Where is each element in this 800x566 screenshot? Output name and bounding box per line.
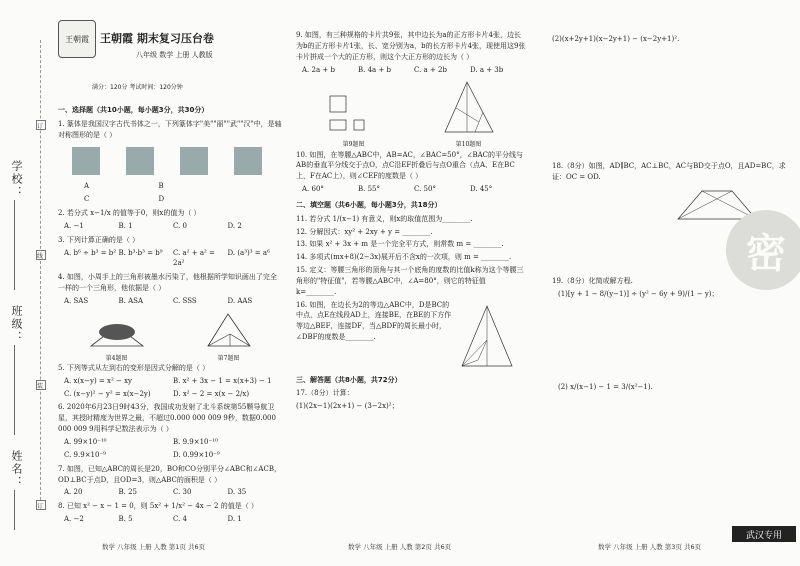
confidential-stamp: 密 [726,210,800,290]
section-heading: 二、填空题（共6小题，每小题3分，共18分） [296,200,442,209]
figure-caption: 第10题图 [455,141,482,149]
options-10 [302,184,526,195]
figures-4-7 [58,310,282,363]
cards-figure [324,92,384,136]
question-7: 7. 如图，已知△ABC的周长是20，BO和CO分别平分∠ABC和∠ACB，OD⊥BC于点D，且OD=3，则△ABC的面积是（ ） [58,464,281,484]
question-3: 3. 下列计算正确的是（ ） [58,235,140,244]
question-12[interactable]: 12. 分解因式：xy² + 2xy + y = ________. [296,227,433,236]
figure-10 [439,78,499,149]
options-1 [64,181,282,205]
options-3 [64,248,282,270]
binding-mark: 线 [36,250,46,260]
answer-space[interactable] [552,47,788,161]
page-footer: 数学 八年级 上册 人教 第2页 共6页 [348,542,452,551]
option[interactable]: B. 1 [118,221,133,230]
option[interactable]: B. ASA [118,296,143,305]
figure-9 [324,92,384,149]
option[interactable]: C. a² + a² = 2a² [173,248,215,268]
seal-char-image [180,147,208,175]
option[interactable]: B. 4a + b [358,65,392,74]
brand-logo: 王朝霞 [58,20,96,58]
question-15[interactable]: 15. 定义：等腰三角形的顶角与其一个底角的度数的比值k称为这个等腰三角形的"特征值"，若等腰△ABC中，∠A=80°，则它的特征值k=________. [296,266,524,296]
column-2 [296,0,530,566]
option[interactable]: A. 60° [302,185,324,194]
page-footer: 数学 八年级 上册 人教 第1页 共6页 [102,542,206,551]
option[interactable]: D. 1 [227,515,242,524]
binding-mark: 装 [36,380,46,390]
options-2 [64,221,282,232]
class-label: 班级： [10,305,23,344]
option[interactable]: D. (a³)³ = a⁶ [227,248,270,257]
option[interactable]: C. a + 2b [414,65,447,74]
option[interactable]: B. 5 [118,515,133,524]
question-17-part-2[interactable]: (2)(x+2y+1)(x−2y+1) − (x−2y+1)². [552,35,680,43]
binding-margin [0,0,52,566]
figure-7 [204,310,254,363]
question-18: 18.（8分）如图，AD∥BC，AC⊥BC，AC与BD交于点O，且AD=BC，求证：OC = OD. [552,161,786,181]
question-17: 17.（8分）计算： [296,389,354,398]
class-field[interactable] [14,345,15,435]
options-9 [302,65,526,76]
seal-char-image [234,147,262,175]
cut-line [40,40,41,510]
options-5 [64,376,282,400]
options-6 [64,437,282,461]
exam-subtitle: 八年级 数学 上册 人教版 [136,51,213,59]
page-footer: 数学 八年级 上册 人教 第3页 共6页 [598,542,702,551]
seal-char-image [126,147,154,175]
question-19-part-2[interactable]: (2) x/(x−1) − 1 = 3/(x²−1). [558,383,653,392]
option[interactable]: C. 50° [414,185,436,194]
option[interactable]: C [84,195,90,204]
option[interactable]: B. b³·b³ = b⁹ [118,248,163,257]
option[interactable]: C. (x−y)² − y² = x(x−2y) [64,389,151,398]
section-heading: 一、选择题（共10小题，每小题3分，共30分） [58,106,209,114]
option[interactable]: A. −1 [64,221,84,230]
question-16-block [296,300,526,370]
option[interactable]: C. 0 [173,221,188,230]
school-field[interactable] [14,200,15,290]
seal-char-image [72,147,100,175]
option[interactable]: C. SSS [173,296,197,305]
question-5: 5. 下列等式从左到右的变形是因式分解的是（ ） [58,363,210,372]
isosceles-triangle-figure [439,78,499,136]
options-7 [64,487,282,498]
binding-mark: 订 [36,500,46,510]
question-9: 9. 如图，有三种规格的卡片共9张，其中边长为a的正方形卡片4张，边长为b的正方形卡片1张，长、宽分别为a，b的长方形卡片4张，现使用这9张卡片拼成一个大的正方形，则这个大正方形的边长为（ ） [296,31,526,61]
question-4: 4. 如图，小周手上的三角形被墨水污染了，他根据所学知识画出了完全一样的一个三角形，他依据是（ ） [58,273,277,293]
option[interactable]: B. 9.9×10⁻¹⁰ [173,438,218,447]
ink-triangle-figure [87,320,147,350]
option[interactable]: D. AAS [227,296,253,305]
option[interactable]: A [84,182,90,191]
question-16[interactable]: 16. 如图，在边长为2的等边△ABC中，D是BC的中点，点E在线段AD上，连接BE，在BE的下方作等边△BEF，连接DF，当△BDF的周长最小时，∠DBF的度数是________. [296,300,452,342]
figure-caption: 第4题图 [105,354,128,362]
exam-meta: 满分：120分 考试时间：120分钟 [92,84,183,91]
option[interactable]: D. 35 [227,488,247,497]
figures-9-10 [296,78,526,149]
school-label: 学校： [10,160,23,199]
option[interactable]: B. x² + 3x − 1 = x(x+3) − 1 [173,376,272,385]
question-14[interactable]: 14. 多项式(mx+8)(2−3x)展开后不含x的一次项，则 m = ________. [296,253,512,262]
option[interactable]: D. 45° [470,185,493,194]
name-label: 姓名： [10,450,23,489]
option[interactable]: D. a + 3b [470,65,504,74]
option[interactable]: D. x² − 2 = x(x − 2/x) [173,389,250,398]
question-6: 6. 2020年6月23日9时43分，我国成功发射了北斗系统第55颗导航卫星，其授时精度为世界之最，不超过0.000 000 009 9秒，数据0.000 000 009 9用科学记数法表示为（ ） [58,403,276,434]
question-2: 2. 若分式 x−1/x 的值等于0，则x的值为（ ） [58,209,201,218]
options-4 [64,296,282,307]
option[interactable]: A. 20 [64,488,83,497]
option[interactable]: A. 2a + b [302,65,335,74]
figure-caption: 第9题图 [342,141,365,149]
name-field[interactable] [14,490,15,530]
option[interactable]: B. 25 [118,488,138,497]
option[interactable]: D [158,195,165,204]
option[interactable]: A. −2 [64,515,84,524]
option[interactable]: C. 30 [173,488,192,497]
question-8: 8. 已知 x² − x − 1 = 0，则 5x² + 1/x² − 4x − 2 的值是（ ） [58,502,258,511]
option[interactable]: A. SAS [64,296,89,305]
question-10: 10. 如图，在等腰△ABC中，AB=AC，∠BAC=50°，∠BAC的平分线与AB的垂直平分线交于点O，点C沿EF折叠后与点O重合（点A、E在BC上，F在AC上），则∠CEF的度数是（ ） [296,150,524,181]
column-1 [52,0,282,566]
question-19: 19.（8分）化简或解方程. [552,277,633,286]
option[interactable]: B. 55° [358,185,381,194]
option[interactable]: D. 2 [227,221,242,230]
option[interactable]: C. 9.9×10⁻⁹ [64,450,106,459]
answer-space[interactable] [552,302,788,382]
figure-caption: 第7题图 [217,354,240,362]
figure-4 [87,320,147,363]
option[interactable]: B [158,182,164,191]
question-11[interactable]: 11. 若分式 1/(x−1) 有意义，则x的取值范围为________. [296,214,473,223]
option[interactable]: D. 0.99×10⁻⁹ [173,450,220,459]
equilateral-triangle-figure [456,300,516,370]
seal-characters [58,143,282,181]
question-1: 1. 篆体是我国汉字古代书体之一，下列篆体字"美""丽""武""汉"中，是轴对称图形的是（ ） [58,119,282,139]
options-8 [64,514,282,525]
option[interactable]: A. b⁶ ÷ b³ = b² [64,248,116,257]
question-17-part-1[interactable]: (1)(2x−1)(2x+1) − (3−2x)²； [296,402,399,411]
triangle-figure [204,310,254,350]
option[interactable]: A. x(x−y) = x² − xy [64,376,132,385]
option[interactable]: A. 99×10⁻¹⁰ [64,438,107,447]
binding-mark: 订 [36,120,46,130]
section-heading: 三、解答题（共8小题，共72分） [296,375,402,384]
exam-title: 王朝霞 期末复习压台卷 [100,32,214,45]
question-13[interactable]: 13. 如果 x² + 3x + m 是一个完全平方式，则常数 m = ________. [296,240,504,249]
question-19-part-1[interactable]: (1)[y + 1 − 8/(y−1)] ÷ (y² − 6y + 9)/(1 − y)； [558,290,719,299]
option[interactable]: C. 4 [173,515,188,524]
region-badge: 武汉专用 [732,526,796,542]
